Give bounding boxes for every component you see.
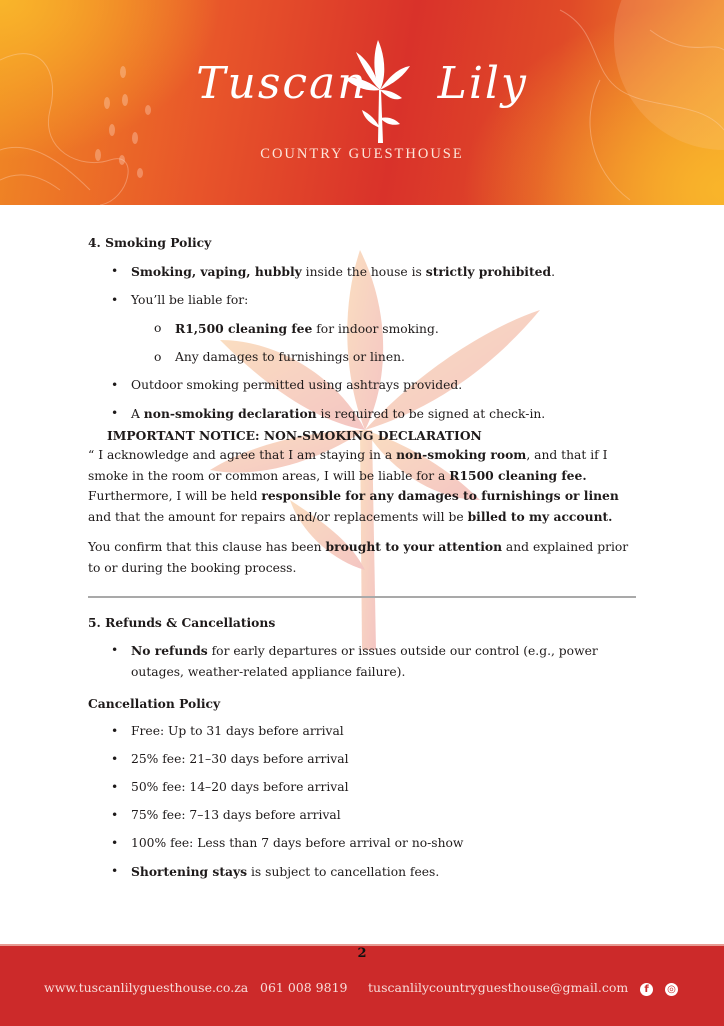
section-4-title: 4. Smoking Policy [88, 235, 212, 250]
section-divider [88, 596, 636, 598]
list-item: • 100% fee: Less than 7 days before arrival or no-show [111, 836, 464, 850]
list-item: • 75% fee: 7–13 days before arrival [111, 808, 341, 822]
instagram-icon[interactable]: ◎ [665, 983, 678, 996]
refunds-list [88, 640, 638, 683]
brand-subtitle: COUNTRY GUESTHOUSE [260, 146, 464, 162]
brand-wordmark [0, 58, 724, 109]
refunds-section [88, 612, 638, 883]
phone-link[interactable]: 061 008 9819 [260, 980, 348, 995]
list-item: • 50% fee: 14–20 days before arrival [111, 780, 349, 794]
footer [0, 944, 724, 1026]
sub-list-item: o Any damages to furnishings or linen. [154, 350, 405, 364]
document-body [88, 232, 638, 578]
facebook-icon[interactable]: f [640, 983, 653, 996]
smoking-policy-list [88, 261, 638, 311]
page-number: 2 [357, 946, 367, 961]
email-link[interactable]: tuscanlilycountryguesthouse@gmail.com [368, 980, 629, 995]
list-item: • A non-smoking declaration is required to be signed at check-in. [111, 406, 546, 421]
list-item: • Outdoor smoking permitted using ashtrays provided. [111, 378, 463, 392]
confirm-text: You confirm that this clause has been brought to your attention and explained prior to or during the booking process. [88, 539, 629, 575]
list-item: • Smoking, vaping, hubbly inside the house is strictly prohibited. [111, 264, 555, 279]
brand-name-left: Tuscan [196, 58, 368, 109]
sub-list-item: o R1,500 cleaning fee for indoor smoking. [154, 321, 439, 336]
section-5-title: 5. Refunds & Cancellations [88, 615, 276, 630]
brand-name-right: Lily [437, 58, 528, 109]
list-item: • Shortening stays is subject to cancellation fees. [111, 864, 440, 879]
list-item: • You’ll be liable for: [111, 293, 249, 307]
list-item: • 25% fee: 21–30 days before arrival [111, 752, 349, 766]
cancellation-policy-list [88, 721, 638, 883]
declaration-text: “ I acknowledge and agree that I am staying in a non-smoking room, and that if I smoke in the room or common areas, I will be liable for a R1500 cleaning fee. Furthermore, I will be held responsible for any damages to furnishings or linen and that the amount for repairs and/or replacements will be billed to my account. [88, 447, 619, 524]
list-item: • No refunds for early departures or issues outside our control (e.g., power outages, weather-related appliance failure). [111, 643, 598, 679]
smoking-policy-list-cont [88, 375, 638, 425]
list-item: • Free: Up to 31 days before arrival [111, 724, 344, 738]
notice-title: IMPORTANT NOTICE: NON-SMOKING DECLARATION [107, 428, 482, 443]
website-link[interactable]: www.tuscanlilyguesthouse.co.za [44, 980, 249, 995]
header-banner [0, 0, 724, 205]
cancellation-policy-title: Cancellation Policy [88, 696, 221, 711]
